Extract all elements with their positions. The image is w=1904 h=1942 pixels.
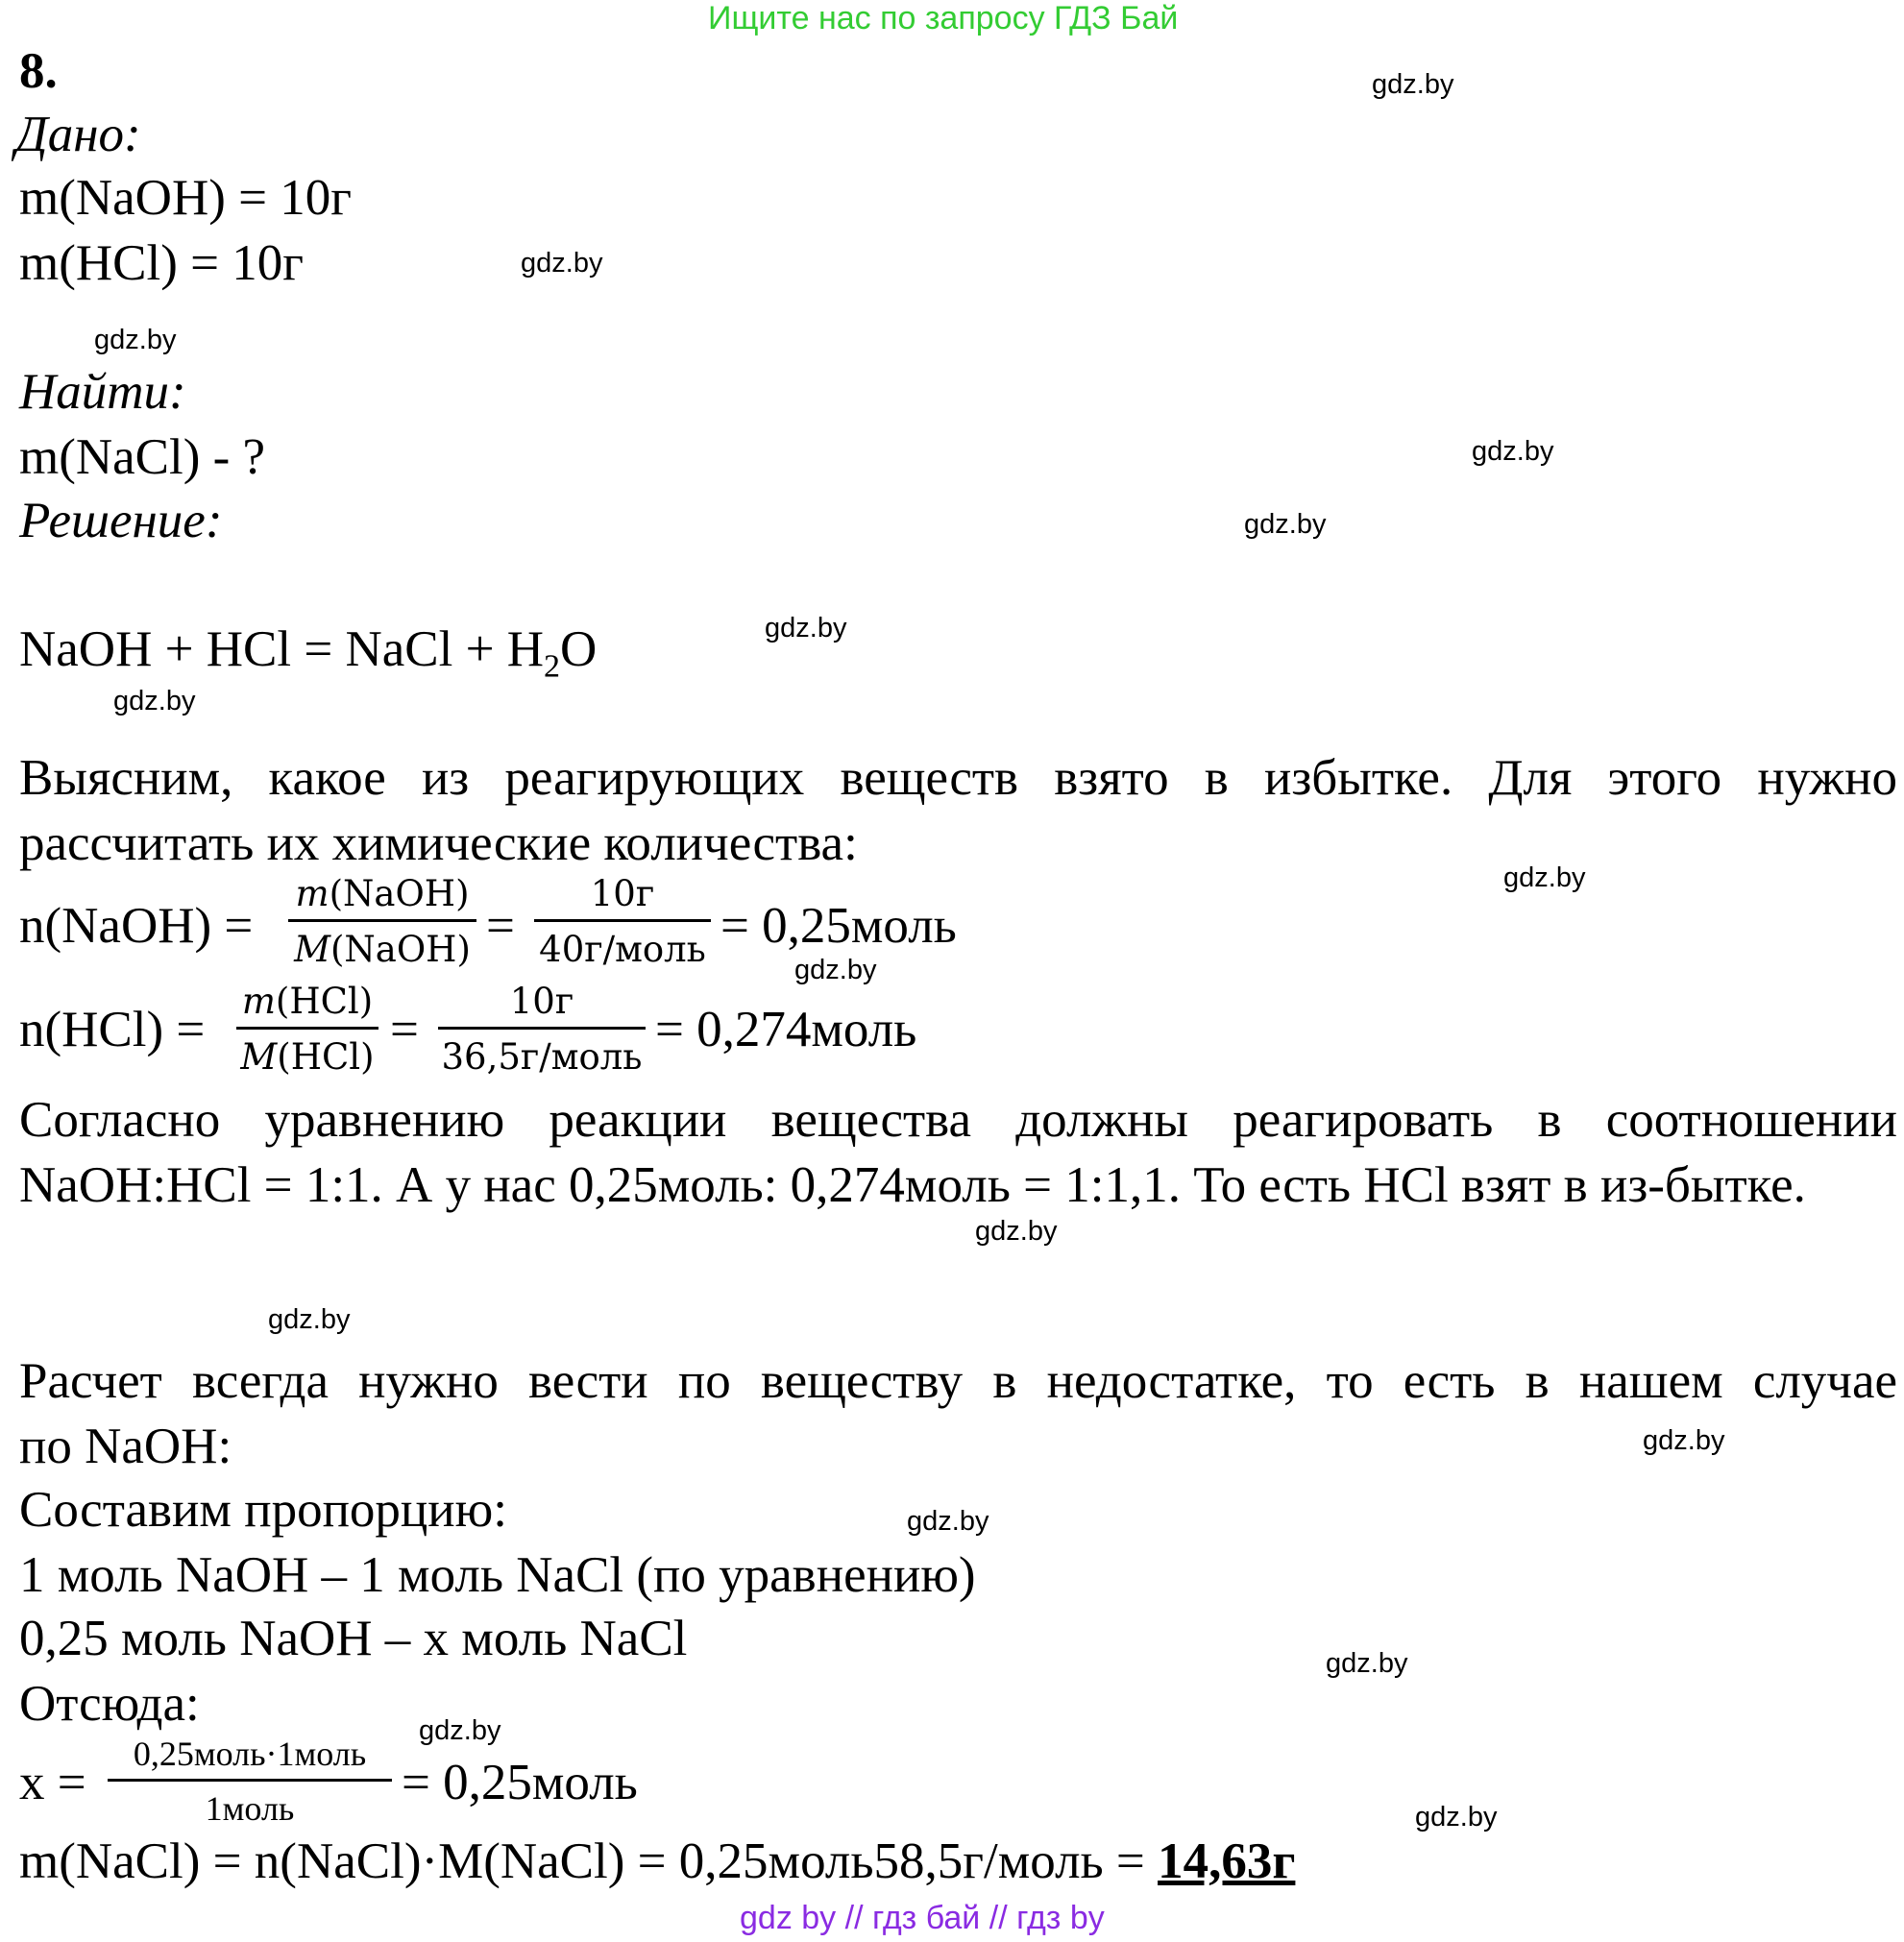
n-hcl-lhs: n(HCl) = — [19, 1002, 206, 1057]
proportion-line: 0,25 моль NaOH – x моль NaCl — [19, 1611, 688, 1666]
reaction-equation: NaOH + HCl = NaCl + $H_2O$ — [19, 621, 598, 685]
proportion-line: 1 моль NaOH – 1 моль NaCl (по уравнению) — [19, 1547, 976, 1603]
watermark: gdz.by — [1372, 69, 1454, 100]
paragraph-calc-line: Расчет всегда нужно вести по веществу в недостатке, то есть в нашем случае — [19, 1353, 1897, 1409]
watermark: gdz.by — [419, 1715, 501, 1746]
watermark: gdz.by — [113, 686, 196, 716]
watermark: gdz.by — [1326, 1648, 1408, 1679]
fraction-x: 0,25моль·1моль 1моль — [108, 1736, 392, 1826]
x-lhs: x = — [19, 1755, 86, 1810]
watermark: gdz.by — [794, 955, 877, 985]
watermark: gdz.by — [521, 248, 603, 279]
equals-sign: = — [390, 1002, 419, 1057]
fraction-mass-over-molar-mass: 10г 36,5г/моль — [438, 983, 646, 1075]
watermark: gdz.by — [1472, 436, 1554, 467]
watermark: gdz.by — [765, 613, 847, 643]
given-heading: Дано: — [15, 107, 141, 162]
watermark: gdz.by — [1503, 862, 1586, 893]
given-line: m(NaOH) = 10г — [19, 170, 353, 226]
problem-number: 8. — [19, 43, 58, 99]
watermark: gdz.by — [94, 325, 177, 355]
fraction-mass-over-molar-mass: 10г 40г/моль — [534, 876, 711, 967]
final-calculation: m(NaCl) = n(NaCl)·M(NaCl) = 0,25моль58,5г/моль = 14,63г — [19, 1833, 1296, 1889]
x-result: = 0,25моль — [402, 1755, 638, 1810]
find-line: m(NaCl) - ? — [19, 429, 266, 485]
top-banner: Ищите нас по запросу ГДЗ Бай — [708, 0, 1179, 36]
proportion-heading: Составим пропорцию: — [19, 1482, 507, 1538]
hence-label: Отсюда: — [19, 1676, 200, 1732]
given-line: m(HCl) = 10г — [19, 235, 305, 291]
fraction-m-over-M-hcl: m(HCl) M(HCl) — [236, 983, 378, 1075]
watermark: gdz.by — [268, 1304, 351, 1335]
n-hcl-result: = 0,274моль — [655, 1002, 917, 1057]
watermark: gdz.by — [1244, 509, 1327, 540]
find-heading: Найти: — [19, 364, 186, 420]
solution-heading: Решение: — [19, 493, 223, 548]
paragraph-excess: Выясним, какое из реагирующих веществ взято в избытке. Для этого нужно рассчитать их химические количества: — [19, 750, 1897, 871]
fraction-m-over-M-naoh: m(NaOH) M(NaOH) — [288, 876, 476, 967]
watermark: gdz.by — [1415, 1802, 1498, 1833]
n-naoh-lhs: n(NaOH) = — [19, 898, 254, 954]
equals-sign: = — [486, 898, 515, 954]
watermark: gdz.by — [975, 1216, 1058, 1247]
paragraph-ratio: Согласно уравнению реакции вещества должны реагировать в соотношении NaOH:HCl = 1:1. А у нас 0,25моль: 0,274моль = 1:1,1. То есть HCl взят в из-бытке. — [19, 1092, 1897, 1213]
bottom-banner: gdz by // гдз бай // гдз by — [740, 1900, 1105, 1936]
watermark: gdz.by — [1643, 1425, 1725, 1456]
n-naoh-result: = 0,25моль — [720, 898, 957, 954]
final-answer: 14,63г — [1158, 1833, 1296, 1889]
paragraph-calc-line: по NaOH: — [19, 1419, 232, 1474]
watermark: gdz.by — [907, 1506, 989, 1537]
